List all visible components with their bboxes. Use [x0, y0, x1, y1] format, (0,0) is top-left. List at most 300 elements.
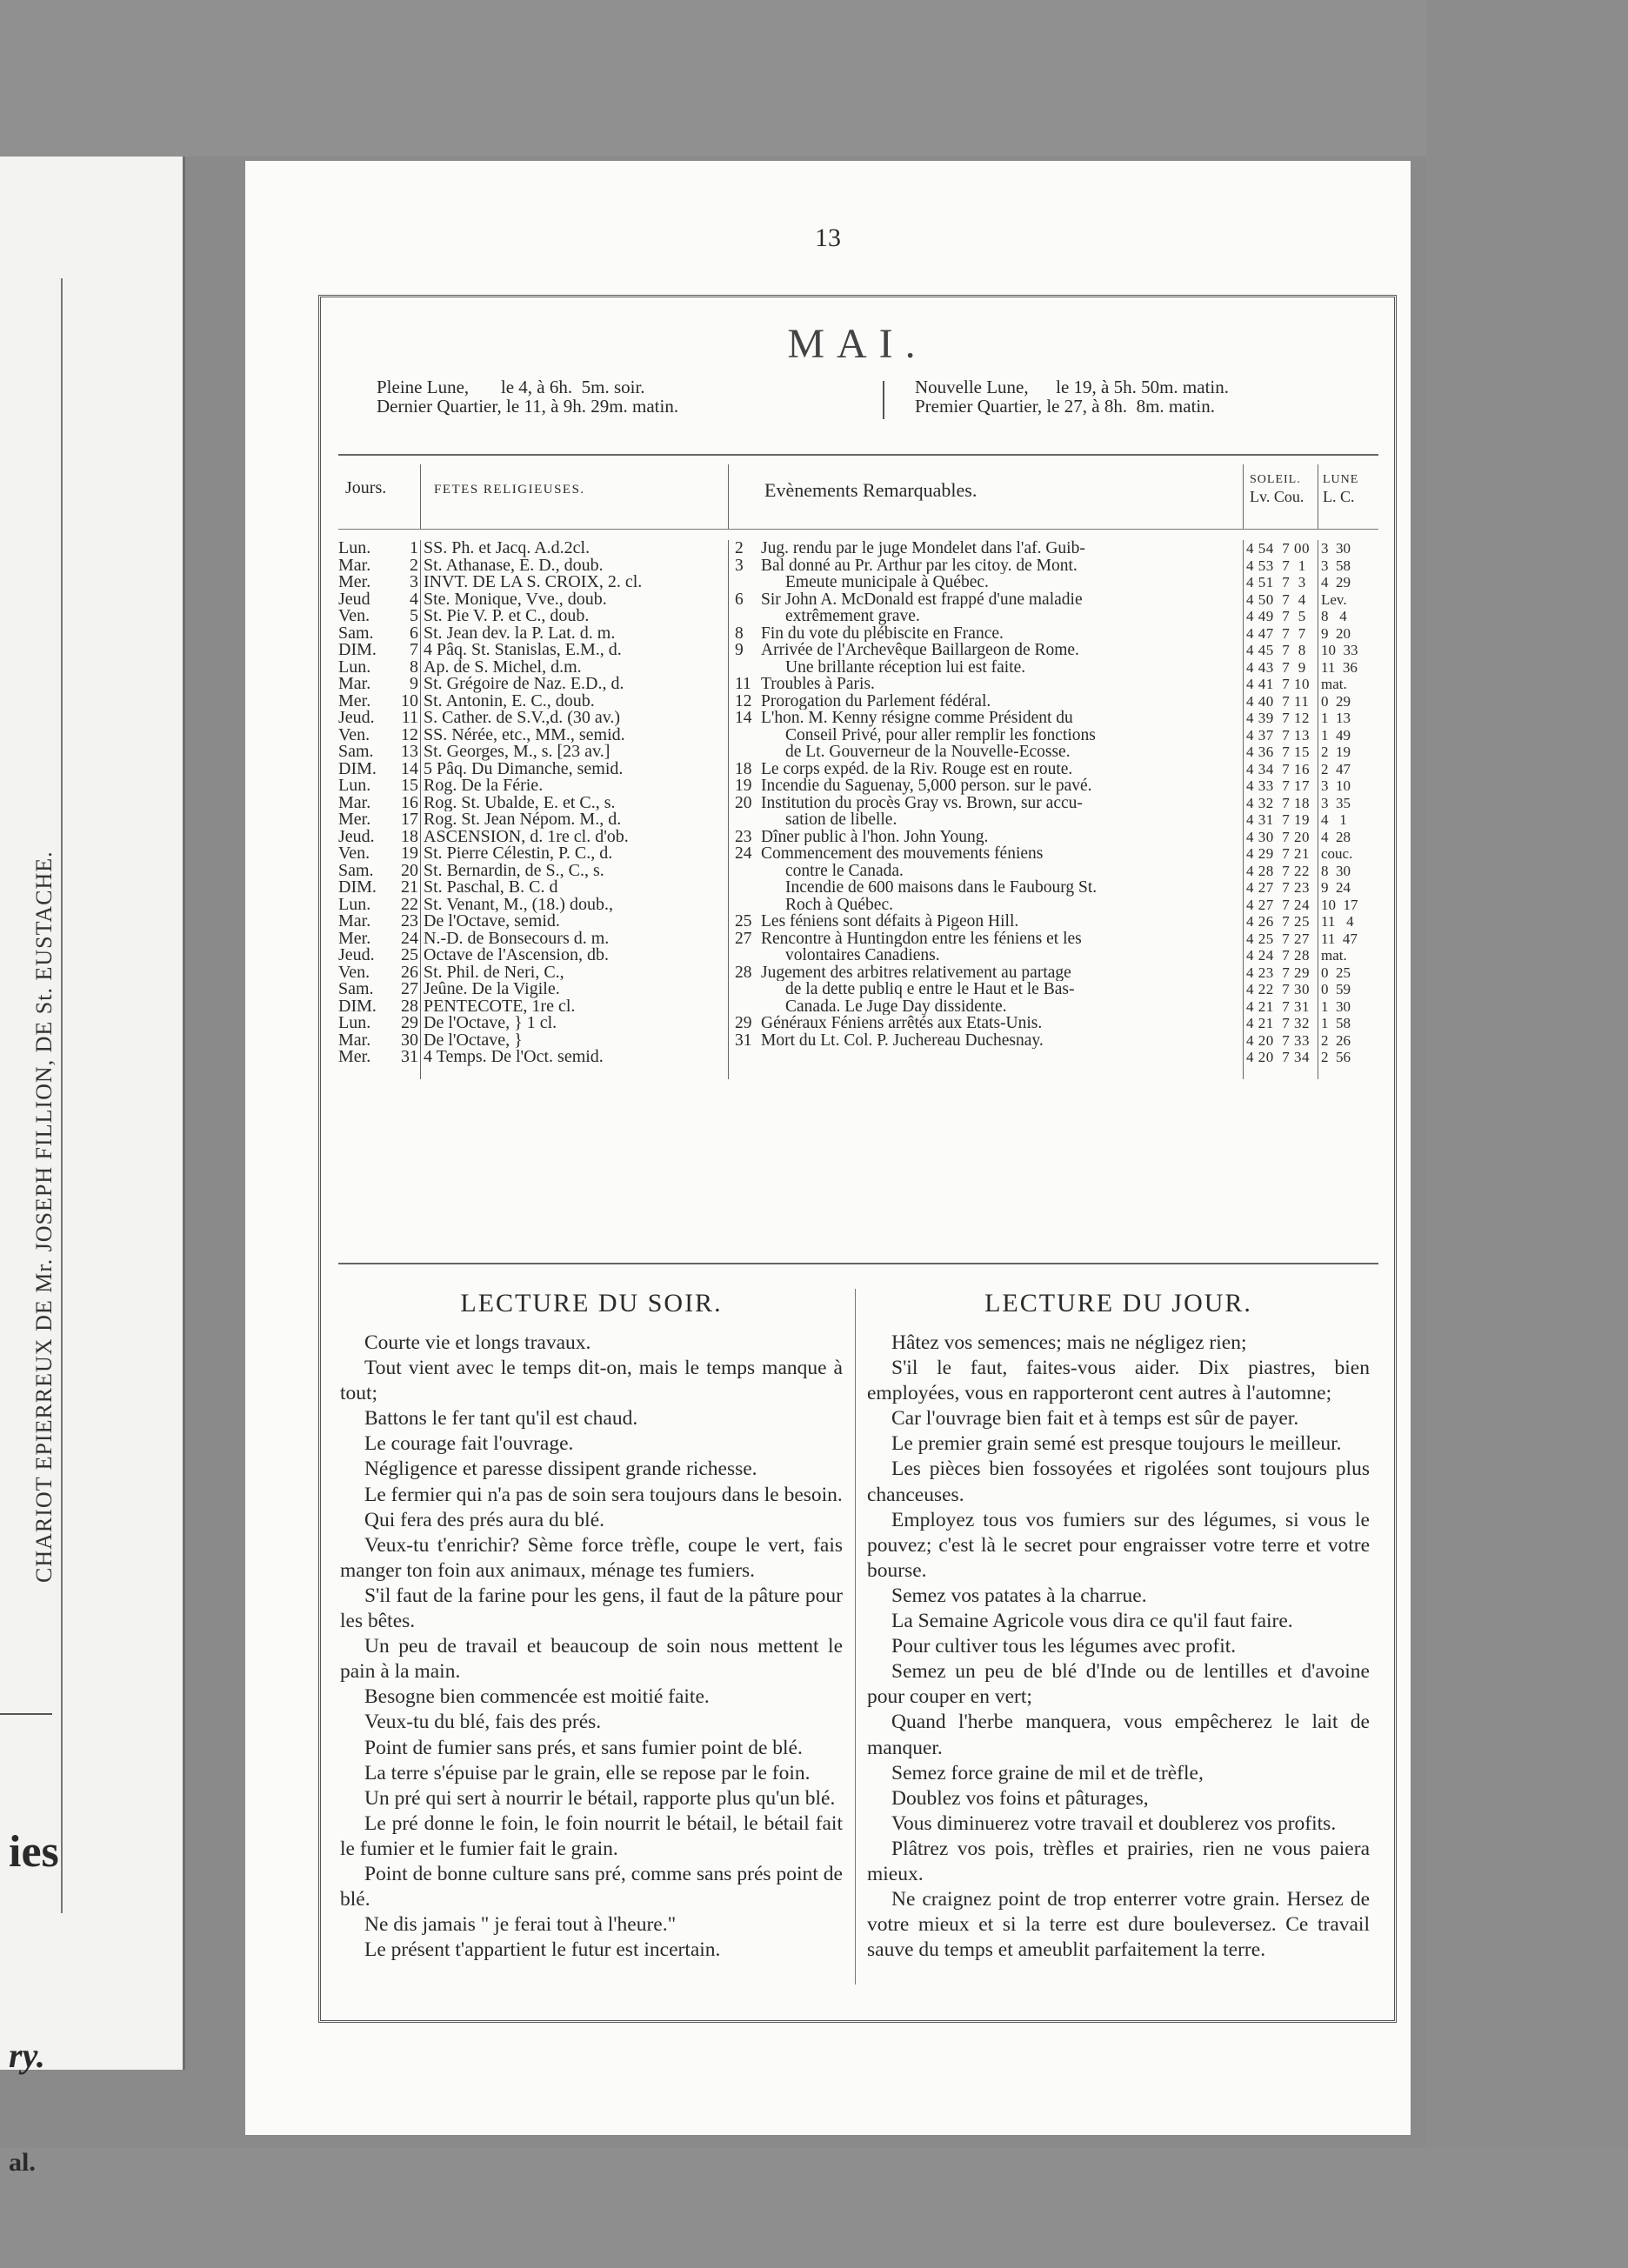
event-text: Prorogation du Parlement fédéral.	[761, 692, 991, 710]
day-number: 19	[401, 844, 418, 863]
maxim-paragraph: Besogne bien commencée est moitié faite.	[364, 1685, 710, 1709]
day-number: 6	[410, 623, 418, 643]
maxim-paragraph: Semez vos patates à la charrue.	[891, 1584, 1147, 1607]
event-rows	[735, 540, 1239, 1049]
day-number: 27	[401, 979, 418, 998]
moon-times: 9 20	[1321, 624, 1351, 642]
day-name: Mer.	[338, 928, 371, 948]
day-name: Lun.	[338, 894, 371, 914]
event-text: sation de libelle.	[785, 811, 897, 829]
event-date: 18	[735, 760, 752, 777]
day-number: 25	[401, 945, 418, 964]
event-text: Conseil Privé, pour aller remplir les fonctions	[785, 726, 1096, 744]
event-line	[735, 913, 1239, 931]
event-text: Mort du Lt. Col. P. Juchereau Duchesnay.	[761, 1031, 1044, 1049]
event-text: Rencontre à Huntingdon entre les féniens et les	[761, 930, 1082, 947]
moon-times: 1 58	[1321, 1015, 1351, 1031]
day-number: 20	[401, 860, 418, 880]
day-number: 3	[410, 572, 418, 591]
event-text: Jug. rendu par le juge Mondelet dans l'af. Guib-	[761, 540, 1085, 557]
event-text: de la dette publiq e entre le Haut et le Bas-	[785, 981, 1075, 998]
feast: St. Grégoire de Naz. E.D., d.	[424, 676, 624, 693]
event-line	[735, 811, 1239, 829]
sun-times: 4 36 7 15	[1246, 744, 1310, 760]
moon-times: 0 25	[1321, 964, 1351, 981]
sun-times: 4 23 7 29	[1246, 964, 1310, 981]
sun-times: 4 41 7 10	[1246, 676, 1310, 692]
event-date: 23	[735, 828, 752, 845]
moon-times: couc.	[1321, 845, 1353, 862]
feast: SS. Ph. et Jacq. A.d.2cl.	[424, 540, 590, 557]
maxim-paragraph: Courte vie et longs travaux.	[364, 1331, 591, 1354]
day-name: Jeud.	[338, 945, 375, 964]
maxim-paragraph: La terre s'épuise par le grain, elle se repose par le foin.	[364, 1761, 811, 1784]
event-text: Le corps expéd. de la Riv. Rouge est en route.	[761, 760, 1073, 777]
maxim-paragraph: Quand l'herbe manquera, vous empêcherez le lait de manquer.	[867, 1711, 1370, 1759]
maxim-paragraph: Un pré qui sert à nourrir le bétail, rapporte plus qu'un blé.	[364, 1786, 836, 1810]
calendar-header	[338, 464, 1378, 530]
event-date: 11	[735, 676, 751, 693]
event-date: 28	[735, 964, 752, 981]
day-number: 26	[401, 962, 418, 982]
moon-times: 2 47	[1321, 760, 1351, 777]
left-page-fragment-2: ry.	[9, 2036, 45, 2075]
moon-times: 11 4	[1321, 913, 1354, 930]
sun-times: 4 26 7 25	[1246, 913, 1310, 930]
maxim-paragraph: Hâtez vos semences; mais ne négligez rien;	[891, 1331, 1247, 1354]
event-text: de Lt. Gouverneur de la Nouvelle-Ecosse.	[785, 744, 1071, 761]
left-page-fragment-3: al.	[9, 2148, 36, 2177]
maxim-paragraph: Le courage fait l'ouvrage.	[364, 1432, 574, 1456]
day-name: Lun.	[338, 657, 371, 677]
day-number: 16	[401, 792, 418, 812]
maxim-paragraph: Les pièces bien fossoyées et rigolées sont toujours plus chanceuses.	[867, 1458, 1370, 1506]
day-name: Mer.	[338, 1047, 371, 1066]
event-date: 6	[735, 590, 744, 608]
event-text: Institution du procès Gray vs. Brown, sur accu-	[761, 794, 1083, 811]
maxim-paragraph: Ne craignez point de trop enterrer votre grain. Hersez de votre mieux et si la terre est dure bouleversez. Ce travail sauve du temps et ameublit parfaitement la terre.	[867, 1888, 1370, 1962]
feast: SS. Nérée, etc., MM., semid.	[424, 726, 625, 744]
table-bottom-rule	[338, 1263, 1378, 1264]
scan-background-top	[0, 0, 1628, 157]
moon-times: mat.	[1321, 947, 1347, 964]
sun-times: 4 32 7 18	[1246, 794, 1310, 811]
day-number: 15	[401, 776, 418, 795]
event-line	[735, 625, 1239, 643]
sun-times: 4 22 7 30	[1246, 981, 1310, 997]
calendar-table	[338, 464, 1378, 1066]
header-separator	[1243, 464, 1244, 529]
sun-times: 4 40 7 11	[1246, 692, 1310, 710]
event-date: 8	[735, 624, 744, 642]
event-line	[735, 795, 1239, 812]
moon-times: 0 59	[1321, 981, 1351, 997]
sun-times: 4 25 7 27	[1246, 930, 1310, 947]
scan-background-right	[1426, 0, 1628, 2268]
lecture-jour-text	[867, 1331, 1370, 1963]
event-line	[735, 1015, 1239, 1032]
day-name: Sam.	[338, 623, 374, 643]
event-line	[735, 761, 1239, 778]
moon-times: 8 30	[1321, 862, 1351, 879]
event-date: 3	[735, 557, 744, 574]
day-name: Mer.	[338, 810, 371, 829]
header-lune: LUNE	[1323, 473, 1359, 486]
event-line	[735, 863, 1239, 880]
moon-times: 1 30	[1321, 997, 1351, 1015]
day-number: 21	[401, 877, 418, 897]
event-date: 19	[735, 777, 752, 795]
event-line	[735, 744, 1239, 761]
event-line	[735, 727, 1239, 744]
reading-divider	[855, 1289, 856, 1984]
day-number: 30	[401, 1030, 418, 1050]
event-date: 14	[735, 710, 752, 727]
day-number: 17	[401, 810, 418, 829]
maxim-paragraph: Point de bonne culture sans pré, comme sans prés point de blé.	[340, 1862, 843, 1911]
day-name: Mer.	[338, 572, 371, 591]
maxim-paragraph: Qui fera des prés aura du blé.	[364, 1508, 605, 1531]
event-text: Incendie de 600 maisons dans le Faubourg St.	[785, 879, 1098, 897]
event-text: Roch à Québec.	[785, 896, 893, 913]
day-name: Ven.	[338, 844, 370, 863]
maxim-paragraph: Battons le fer tant qu'il est chaud.	[364, 1407, 638, 1431]
feast: De l'Octave, semid.	[424, 913, 560, 931]
feast: S. Cather. de S.V.,d. (30 av.)	[424, 710, 621, 727]
event-text: Une brillante réception lui est faite.	[785, 658, 1026, 676]
event-text: L'hon. M. Kenny résigne comme Président du	[761, 710, 1073, 727]
day-name: DIM.	[338, 640, 377, 659]
maxim-paragraph: Ne dis jamais " je ferai tout à l'heure."	[364, 1913, 677, 1937]
feast: St. Pierre Célestin, P. C., d.	[424, 845, 613, 863]
day-name: Ven.	[338, 962, 370, 982]
feast: St. Bernardin, de S., C., s.	[424, 862, 604, 879]
feast: St. Antonin, E. C., doub.	[424, 692, 595, 710]
event-text: Les féniens sont défaits à Pigeon Hill.	[761, 913, 1019, 931]
event-line	[735, 981, 1239, 998]
left-page-rule	[0, 1713, 52, 1715]
sun-times: 4 50 7 4	[1246, 590, 1306, 608]
day-number: 14	[401, 758, 418, 778]
day-number: 8	[410, 657, 418, 677]
event-text: Arrivée de l'Archevêque Baillargeon de Rome.	[761, 642, 1079, 659]
sun-times: 4 29 7 21	[1246, 845, 1310, 862]
feast: St. Venant, M., (18.) doub.,	[424, 896, 613, 913]
day-name: Lun.	[338, 1013, 371, 1032]
event-line	[735, 710, 1239, 727]
maxim-paragraph: Plâtrez vos pois, trèfles et prairies, rien ne vous paiera mieux.	[867, 1837, 1370, 1885]
day-number: 23	[401, 911, 418, 931]
day-name: Sam.	[338, 860, 374, 880]
header-jours: Jours.	[345, 478, 387, 497]
left-page-vertical-caption: CHARIOT EPIERREUX DE Mr. JOSEPH FILLION, DE St. EUSTACHE.	[31, 850, 57, 1583]
feast: Rog. St. Jean Népom. M., d.	[424, 811, 622, 829]
day-row	[338, 1049, 1378, 1066]
day-name: Jeud.	[338, 708, 375, 727]
sun-times: 4 39 7 12	[1246, 710, 1310, 726]
day-number: 5	[410, 606, 418, 625]
day-name: Sam.	[338, 742, 374, 761]
day-name: Mar.	[338, 1030, 371, 1050]
maxim-paragraph: Semez force graine de mil et de trèfle,	[891, 1761, 1204, 1784]
moon-times: 1 13	[1321, 710, 1351, 726]
scan-background-bottom	[0, 2148, 1628, 2268]
moon-times: mat.	[1321, 676, 1347, 692]
day-number: 11	[401, 708, 418, 727]
feast: Rog. St. Ubalde, E. et C., s.	[424, 794, 616, 811]
calendar-body	[338, 540, 1378, 1066]
moon-times: 4 1	[1321, 811, 1347, 828]
event-text: Jugement des arbitres relativement au partage	[761, 964, 1071, 981]
event-text: Bal donné au Pr. Arthur par les citoy. de Mont.	[761, 557, 1078, 574]
event-text: Fin du vote du plébiscite en France.	[761, 624, 1004, 642]
sun-times: 4 27 7 23	[1246, 879, 1310, 896]
day-number: 9	[410, 674, 418, 693]
sun-times: 4 47 7 7	[1246, 624, 1306, 642]
event-line	[735, 1032, 1239, 1050]
event-text: volontaires Canadiens.	[785, 947, 940, 964]
event-line	[735, 540, 1239, 557]
maxim-paragraph: Veux-tu du blé, fais des prés.	[364, 1711, 602, 1734]
event-text: Troubles à Paris.	[761, 676, 875, 693]
sun-times: 4 30 7 20	[1246, 828, 1310, 845]
maxim-paragraph: Négligence et paresse dissipent grande richesse.	[364, 1458, 757, 1481]
day-number: 24	[401, 928, 418, 948]
header-fetes: FETES RELIGIEUSES.	[434, 483, 585, 497]
feast: St. Phil. de Neri, C.,	[424, 964, 564, 981]
sun-times: 4 43 7 9	[1246, 658, 1306, 676]
event-date: 9	[735, 642, 744, 659]
moon-times: 9 24	[1321, 879, 1351, 896]
sun-times: 4 53 7 1	[1246, 557, 1306, 574]
maxim-paragraph: S'il le faut, faites-vous aider. Dix piastres, bien employées, vous en rapporteront cent autres à l'automne;	[867, 1357, 1370, 1405]
moon-phases	[321, 377, 1394, 430]
feast: PENTECOTE, 1re cl.	[424, 997, 576, 1015]
feast: St. Pie V. P. et C., doub.	[424, 608, 590, 625]
event-date: 25	[735, 913, 752, 931]
moon-times: 2 19	[1321, 744, 1351, 760]
moon-times: 3 10	[1321, 777, 1351, 794]
day-number: 4	[410, 589, 418, 609]
moon-times: 3 35	[1321, 794, 1351, 811]
day-name: Ven.	[338, 724, 370, 744]
feast: Octave de l'Ascension, db.	[424, 947, 609, 964]
day-name: Mer.	[338, 690, 371, 710]
day-name: Lun.	[338, 776, 371, 795]
moon-times: 10 17	[1321, 896, 1358, 913]
moon-phases-left	[377, 377, 678, 416]
day-name: Mar.	[338, 792, 371, 812]
day-name: Ven.	[338, 606, 370, 625]
event-text: Dîner public à l'hon. John Young.	[761, 828, 989, 845]
maxim-paragraph: Employez tous vos fumiers sur des légumes, si vous le pouvez; c'est là le secret pour engraisser votre terre et votre bourse.	[867, 1508, 1370, 1582]
sun-times: 4 54 7 00	[1246, 540, 1310, 557]
full-moon-line: Pleine Lune, le 4, à 6h. 5m. soir.	[377, 377, 645, 397]
feast: St. Georges, M., s. [23 av.]	[424, 744, 610, 761]
day-number: 28	[401, 996, 418, 1016]
almanac-page	[245, 161, 1411, 2135]
maxim-paragraph: Tout vient avec le temps dit-on, mais le temps manque à tout;	[340, 1357, 843, 1405]
day-name: Sam.	[338, 979, 374, 998]
header-soleil: SOLEIL.	[1250, 473, 1301, 486]
day-name: Mar.	[338, 555, 371, 575]
day-number: 22	[401, 894, 418, 914]
event-line	[735, 964, 1239, 982]
lecture-soir-text	[340, 1331, 843, 1963]
day-name: Lun.	[338, 538, 371, 557]
sun-times: 4 21 7 32	[1246, 1015, 1310, 1031]
lecture-jour-title: LECTURE DU JOUR.	[984, 1289, 1252, 1317]
maxim-paragraph: S'il faut de la farine pour les gens, il faut de la pâture pour les bêtes.	[340, 1584, 843, 1633]
event-line	[735, 608, 1239, 625]
feast: 4 Pâq. St. Stanislas, E.M., d.	[424, 642, 622, 659]
first-quarter-line: Premier Quartier, le 27, à 8h. 8m. matin.	[915, 396, 1215, 417]
event-line	[735, 829, 1239, 846]
maxim-paragraph: Pour cultiver tous les légumes avec profit.	[891, 1635, 1237, 1658]
header-events: Evènements Remarquables.	[764, 479, 977, 501]
event-text: Généraux Féniens arrêtés aux Etats-Unis.	[761, 1015, 1043, 1032]
event-line	[735, 557, 1239, 575]
day-number: 10	[401, 690, 418, 710]
day-number: 18	[401, 826, 418, 846]
maxim-paragraph: Vous diminuerez votre travail et doublerez vos profits.	[891, 1811, 1337, 1835]
new-moon-line: Nouvelle Lune, le 19, à 5h. 50m. matin.	[915, 377, 1230, 397]
moon-times: 1 49	[1321, 726, 1351, 744]
feast: De l'Octave, } 1 cl.	[424, 1015, 557, 1032]
event-date: 2	[735, 540, 744, 557]
feast: Rog. De la Férie.	[424, 777, 544, 795]
moon-times: 3 30	[1321, 540, 1351, 557]
event-line	[735, 998, 1239, 1016]
event-date: 12	[735, 692, 752, 710]
lecture-jour	[867, 1289, 1370, 1963]
header-soleil-sub: Lv. Cou.	[1250, 488, 1304, 505]
event-text: extrêmement grave.	[785, 608, 920, 625]
sun-times: 4 27 7 24	[1246, 896, 1310, 913]
event-text: Incendie du Saguenay, 5,000 person. sur le pavé.	[761, 777, 1092, 795]
feast: ASCENSION, d. 1re cl. d'ob.	[424, 828, 629, 845]
maxim-paragraph: Car l'ouvrage bien fait et à temps est sûr de payer.	[891, 1407, 1299, 1431]
day-number: 7	[410, 640, 418, 659]
calendar-frame	[318, 295, 1397, 2023]
day-number: 29	[401, 1013, 418, 1032]
maxim-paragraph: Le pré donne le foin, le foin nourrit le bétail, le bétail fait le fumier et le fumier fait le grain.	[340, 1811, 843, 1860]
month-title: MAI.	[787, 321, 928, 367]
moon-phases-right	[915, 377, 1229, 416]
sun-times: 4 49 7 5	[1246, 608, 1306, 624]
maxim-paragraph: Veux-tu t'enrichir? Sème force trèfle, coupe le vert, fais manger ton foin aux animaux, ménage tes fumiers.	[340, 1533, 843, 1582]
feast: N.-D. de Bonsecours d. m.	[424, 930, 610, 947]
day-name: Jeud	[338, 589, 370, 609]
feast: St. Paschal, B. C. d	[424, 879, 558, 897]
event-line	[735, 676, 1239, 693]
event-line	[735, 591, 1239, 609]
event-line	[735, 693, 1239, 710]
feast: 5 Pâq. Du Dimanche, semid.	[424, 760, 624, 777]
moon-times: 4 29	[1321, 574, 1351, 590]
event-date: 31	[735, 1031, 752, 1049]
moon-phases-divider	[883, 381, 884, 419]
maxim-paragraph: Point de fumier sans prés, et sans fumier point de blé.	[364, 1736, 803, 1759]
sun-times: 4 20 7 34	[1246, 1049, 1310, 1065]
event-text: Commencement des mouvements féniens	[761, 845, 1044, 863]
feast: Jeûne. De la Vigile.	[424, 981, 560, 998]
header-lune-sub: L. C.	[1323, 488, 1355, 505]
event-text: Canada. Le Juge Day dissidente.	[785, 997, 1007, 1015]
sun-times: 4 24 7 28	[1246, 947, 1310, 964]
maxim-paragraph: Le fermier qui n'a pas de soin sera toujours dans le besoin.	[364, 1483, 843, 1506]
day-number: 12	[401, 724, 418, 744]
sun-times: 4 31 7 19	[1246, 811, 1310, 828]
moon-times: 3 58	[1321, 557, 1351, 574]
event-text: contre le Canada.	[785, 862, 904, 879]
day-number: 2	[410, 555, 418, 575]
left-page-fragment-1: ies	[9, 1827, 59, 1877]
maxim-paragraph: Semez un peu de blé d'Inde ou de lentilles et d'avoine pour couper en vert;	[867, 1660, 1370, 1709]
feast: De l'Octave, }	[424, 1031, 523, 1049]
event-date: 20	[735, 794, 752, 811]
event-line	[735, 931, 1239, 948]
day-number: 31	[401, 1047, 418, 1066]
event-line	[735, 574, 1239, 591]
day-name: DIM.	[338, 877, 377, 897]
day-name: Mar.	[338, 674, 371, 693]
moon-times: 8 4	[1321, 608, 1347, 624]
maxim-paragraph: La Semaine Agricole vous dira ce qu'il faut faire.	[891, 1610, 1293, 1633]
moon-times: 2 26	[1321, 1031, 1351, 1049]
event-date: 24	[735, 845, 752, 863]
lecture-soir-title: LECTURE DU SOIR.	[460, 1289, 723, 1317]
feast: Ste. Monique, Vve., doub.	[424, 590, 607, 608]
event-text: Sir John A. McDonald est frappé d'une maladie	[761, 590, 1083, 608]
sun-times: 4 37 7 13	[1246, 726, 1310, 744]
sun-times: 4 28 7 22	[1246, 862, 1310, 879]
sun-times: 4 33 7 17	[1246, 777, 1310, 794]
moon-times: 4 28	[1321, 828, 1351, 845]
event-line	[735, 879, 1239, 897]
moon-times: 10 33	[1321, 642, 1358, 658]
lecture-soir	[340, 1289, 843, 1963]
sun-times: 4 21 7 31	[1246, 997, 1310, 1015]
maxim-paragraph: Un peu de travail et beaucoup de soin nous mettent le pain à la main.	[340, 1635, 843, 1684]
event-line	[735, 897, 1239, 914]
moon-times: 2 56	[1321, 1049, 1351, 1065]
event-date: 29	[735, 1015, 752, 1032]
feast: 4 Temps. De l'Oct. semid.	[424, 1049, 604, 1066]
page-number: 13	[815, 223, 841, 252]
feast: Ap. de S. Michel, d.m.	[424, 658, 582, 676]
last-quarter-line: Dernier Quartier, le 11, à 9h. 29m. matin.	[377, 396, 679, 417]
sun-times: 4 20 7 33	[1246, 1031, 1310, 1049]
sun-times: 4 51 7 3	[1246, 574, 1306, 590]
left-facing-page	[0, 157, 185, 2177]
day-number: 1	[410, 538, 418, 557]
maxim-paragraph: Doublez vos foins et pâturages,	[891, 1786, 1149, 1810]
feast: St. Jean dev. la P. Lat. d. m.	[424, 624, 616, 642]
header-rule	[338, 454, 1378, 456]
moon-times: 11 36	[1321, 658, 1358, 676]
event-line	[735, 845, 1239, 863]
moon-times: 11 47	[1321, 930, 1358, 947]
moon-times: 0 29	[1321, 692, 1351, 710]
day-number: 13	[401, 742, 418, 761]
feast: INVT. DE LA S. CROIX, 2. cl.	[424, 574, 643, 591]
day-name: Jeud.	[338, 826, 375, 846]
event-date: 27	[735, 930, 752, 947]
sun-times: 4 45 7 8	[1246, 642, 1306, 658]
event-line	[735, 659, 1239, 677]
maxim-paragraph: Le premier grain semé est presque toujours le meilleur.	[891, 1432, 1342, 1456]
